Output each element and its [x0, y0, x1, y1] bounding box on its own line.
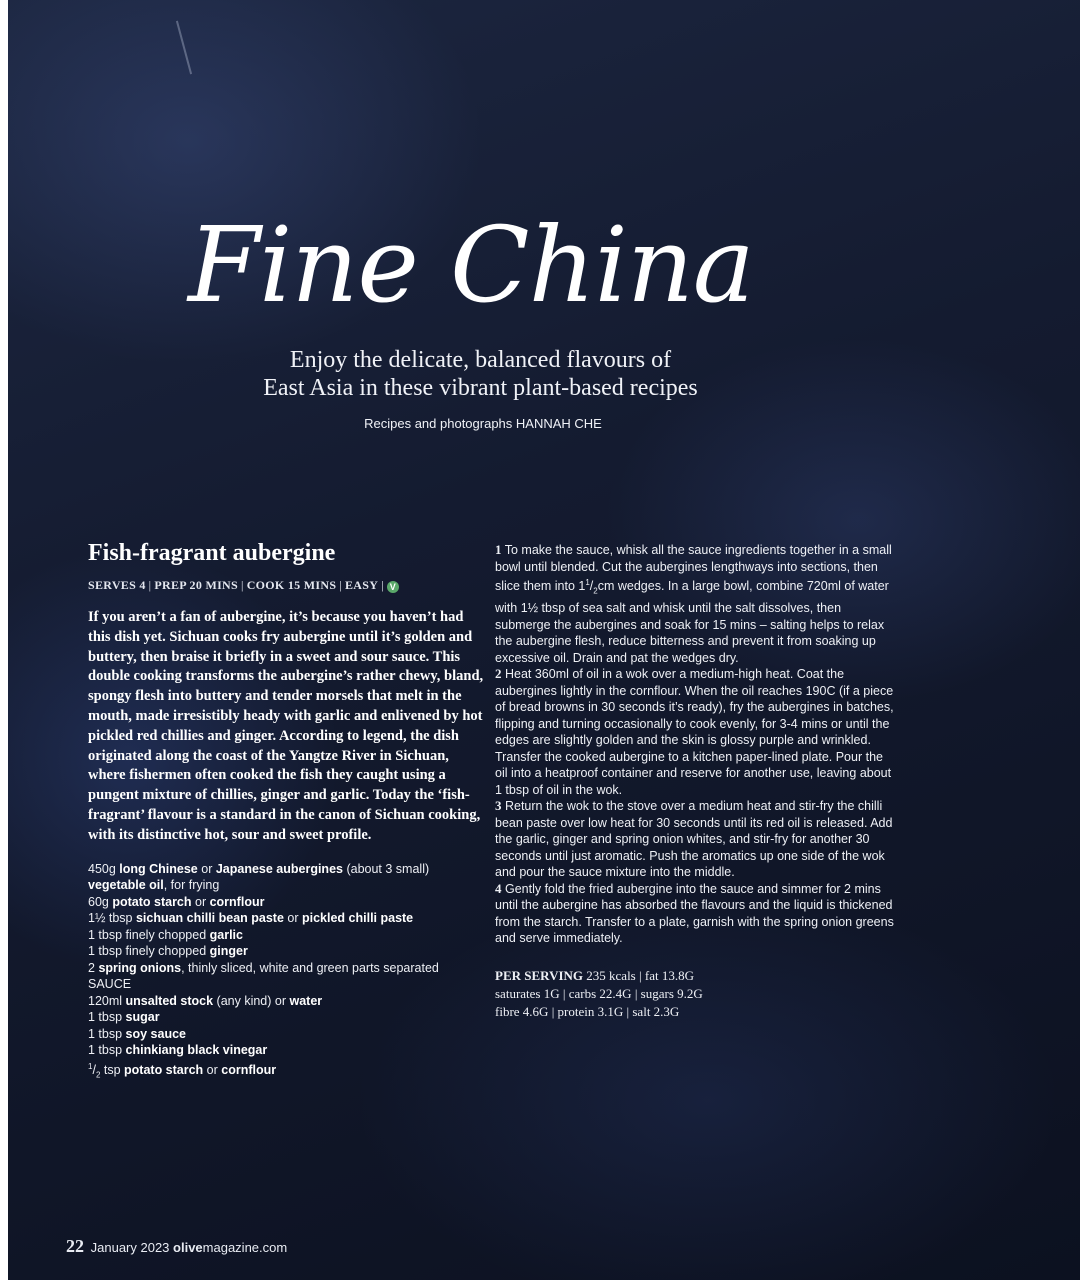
saturates: saturates 1G — [495, 985, 560, 1001]
ingredient-item: 60g potato starch or cornflour — [88, 894, 265, 909]
recipe-meta: SERVES 4 | PREP 20 MINS | COOK 15 MINS | EASY | V — [88, 578, 488, 593]
page-number: 22 — [66, 1236, 84, 1256]
standfirst — [208, 346, 753, 402]
ingredient-item: 1 tbsp chinkiang black vinegar — [88, 1043, 268, 1058]
method-steps — [495, 542, 895, 947]
ingredient-item: 1½ tbsp sichuan chilli bean paste or pickled chilli paste — [88, 911, 414, 926]
recipe-method-column — [495, 542, 895, 1021]
ingredient-item: vegetable oil, for frying — [88, 878, 220, 893]
prep-time: PREP 20 MINS — [154, 578, 238, 592]
recipe-left-column — [88, 538, 488, 1084]
fibre: fibre 4.6G — [495, 1003, 549, 1019]
magazine-page — [8, 0, 1080, 1280]
ingredient-item: 1 tbsp finely chopped garlic — [88, 927, 243, 942]
ingredients-list — [88, 861, 488, 1084]
sugars: sugars 9.2G — [640, 985, 703, 1001]
ingredient-item: $^1/_2$ tsp potato starch or cornflour — [88, 1061, 277, 1080]
sauce-heading: SAUCE — [88, 977, 132, 992]
method-step: 2 Heat 360ml of oil in a wok over a medium-high heat. Coat the aubergines lightly in the cornflour. When the oil reaches 190C (if a piece of bread browns in 30 seconds it’s ready), fry the aubergines in batches, flipping and turning occasionally to cook evenly, for 3-4 mins or until the edges are slightly golden and the skin is glossy purple and wrinkled. Transfer the cooked aubergine to a kitchen paper-lined plate. Pour the oil into a heatproof container and reserve for another use, leaving about 1 tbsp of oil in the wok. — [495, 666, 894, 797]
ingredient-item: 120ml unsalted stock (any kind) or water — [88, 993, 323, 1008]
ingredient-item: 450g long Chinese or Japanese aubergines (about 3 small) — [88, 861, 430, 876]
ingredient-item: 1 tbsp soy sauce — [88, 1026, 186, 1041]
standfirst-line: Enjoy the delicate, balanced flavours of — [289, 347, 672, 373]
page-footer — [66, 1236, 287, 1257]
difficulty: EASY — [345, 578, 379, 592]
byline: Recipes and photographs HANNAH CHE — [364, 416, 602, 431]
method-step: 3 Return the wok to the stove over a medium heat and stir-fry the chilli bean paste over low heat for 30 seconds until its red oil is released. Add the garlic, ginger and spring onion whites, and stir-fry for another 30 seconds until just aromatic. Push the aromatics up one side of the wok and pour the sauce mixture into the middle. — [495, 798, 893, 880]
carbs: carbs 22.4G — [568, 985, 632, 1001]
vegan-icon: V — [387, 581, 399, 593]
nutrition-label: PER SERVING — [495, 967, 584, 983]
protein: protein 3.1G — [557, 1003, 624, 1019]
background-scratch — [176, 21, 192, 75]
brand-name: olive — [173, 1240, 203, 1255]
ingredient-item: 1 tbsp finely chopped ginger — [88, 944, 248, 959]
serves: SERVES 4 — [88, 578, 146, 592]
ingredient-item: 1 tbsp sugar — [88, 1010, 160, 1025]
ingredient-item: 2 spring onions, thinly sliced, white and green parts separated — [88, 960, 439, 975]
method-step: 1 To make the sauce, whisk all the sauce ingredients together in a small bowl until blended. Cut the aubergines lengthways into sections, then slice them into $1^1/_2cm$ wedges. In a large bowl, combine 720ml of water with 1½ tbsp of sea salt and whisk until the salt dissolves, then submerge the aubergines and soak for 15 mins – salting helps to relax the aubergine flesh, reduce bitterness and prevent it from soaking up excessive oil. Drain and pat the wedges dry. — [495, 542, 892, 665]
kcals: 235 kcals — [586, 967, 636, 983]
cook-time: COOK 15 MINS — [246, 578, 337, 592]
recipe-title: Fish-fragrant aubergine — [88, 540, 336, 566]
nutrition-info: PER SERVING 235 kcals | fat 13.8G saturates 1G | carbs 22.4G | sugars 9.2G fibre 4.6G | protein 3.1G | salt 2.3G — [495, 967, 703, 1019]
site-name: magazine.com — [202, 1240, 288, 1255]
fat: fat 13.8G — [644, 967, 694, 983]
feature-title: Fine China — [188, 204, 754, 326]
method-step: 4 Gently fold the fried aubergine into the sauce and simmer for 2 mins until the aubergine has absorbed the flavours and the liquid is thickened from the starch. Transfer to a plate, garnish with the spring onion greens and serve immediately. — [495, 880, 894, 946]
standfirst-line: East Asia in these vibrant plant-based recipes — [263, 375, 698, 401]
recipe-intro: If you aren’t a fan of aubergine, it’s because you haven’t had this dish yet. Sichuan cooks fry aubergine until it’s golden and buttery, then braise it briefly in a sweet and sour sauce. This double cooking transforms the aubergine’s rather chewy, bland, spongy flesh into buttery and tender morsels that melt in the mouth, made irresistibly heady with garlic and enlivened by hot pickled red chillies and ginger. According to legend, the dish originated along the coast of the Yangtze River in Sichuan, where fishermen often cooked the fish they caught using a pungent mixture of chillies, ginger and garlic. Today the ‘fish-fragrant’ flavour is a standard in the canon of Sichuan cooking, with its distinctive hot, sour and sweet profile. — [88, 609, 484, 843]
issue-date: January 2023 — [90, 1240, 170, 1255]
salt: salt 2.3G — [632, 1003, 680, 1019]
